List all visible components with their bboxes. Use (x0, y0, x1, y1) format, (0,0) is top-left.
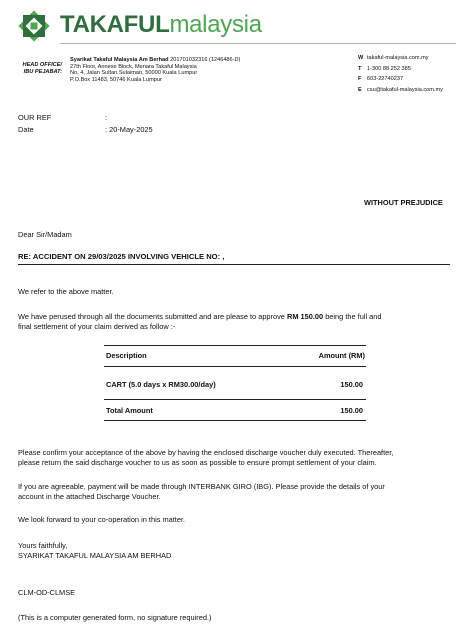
head-office-label: HEAD OFFICE/ IBU PEJABAT: (22, 62, 62, 75)
brand-bold: TAKAFUL (60, 11, 170, 38)
cooperation-paragraph: We look forward to your co-operation in this matter. (18, 515, 186, 524)
contact-fax: F 603-22740237 (358, 76, 404, 83)
payment-paragraph: If you are agreeable, payment will be made through INTERBANK GIRO (IBG). Please provide the details of your account in the attached Discharge Voucher. (18, 482, 385, 501)
date-label: Date (18, 125, 34, 134)
date-value: : 20-May-2025 (105, 125, 153, 134)
salutation: Dear Sir/Madam (18, 230, 72, 239)
contact-block (358, 53, 443, 95)
table-total-amount: 150.00 (340, 406, 363, 415)
table-top-rule (104, 345, 366, 346)
company-address (70, 57, 240, 83)
subject-divider (18, 264, 450, 265)
header-divider (60, 43, 456, 44)
contact-phone: T 1-300 88 252 385 (358, 65, 411, 72)
without-prejudice: WITHOUT PREJUDICE (364, 198, 443, 207)
address-line: 27th Floor, Annexe Block, Menara Takaful Malaysia (70, 63, 197, 70)
approved-amount: RM 150.00 (286, 312, 324, 321)
table-header-description: Description (106, 351, 147, 360)
approval-paragraph: We have perused through all the documents submitted and are please to approve RM 150.00 being the full and final settlement of your claim derived as follow :- (18, 312, 382, 331)
confirmation-paragraph: Please confirm your acceptance of the above by having the enclosed discharge voucher duly executed. Thereafter, please return the said discharge voucher to us as soon as possible to ensure prompt settlement of your claim. (18, 448, 394, 467)
contact-email[interactable]: E csu@takaful-malaysia.com.my (358, 86, 443, 93)
footnote: (This is a computer generated form, no signature required.) (18, 613, 212, 622)
table-total-rule (104, 399, 366, 400)
our-ref-value: : (105, 113, 108, 122)
table-row-amount: 150.00 (340, 380, 363, 389)
closing: Yours faithfully, (18, 541, 68, 550)
table-row-description: CART (5.0 days x RM30.00/day) (106, 380, 216, 389)
table-bottom-rule (104, 420, 366, 421)
brand-light: malaysia (169, 11, 262, 38)
signatory: SYARIKAT TAKAFUL MALAYSIA AM BERHAD (18, 551, 172, 560)
table-total-label: Total Amount (106, 406, 153, 415)
company-name: Syarikat Takaful Malaysia Am Berhad (70, 57, 169, 63)
our-ref-label: OUR REF (18, 113, 52, 122)
table-header-amount: Amount (RM) (318, 351, 365, 360)
takaful-logo-icon (17, 9, 51, 43)
address-line: P.O.Box 11483, 50746 Kuala Lumpur (70, 76, 162, 83)
brand-wordmark (60, 11, 262, 39)
company-reg: 201701032316 (1246486-D) (170, 57, 241, 63)
contact-web[interactable]: W takaful-malaysia.com.my (358, 55, 429, 61)
subject-line: RE: ACCIDENT ON 29/03/2025 INVOLVING VEHICLE NO: , (18, 252, 225, 261)
intro-paragraph: We refer to the above matter. (18, 287, 114, 296)
table-header-rule (104, 366, 366, 367)
document-code: CLM-OD-CLMSE (18, 588, 76, 597)
address-line: No. 4, Jalan Sultan Sulaiman, 50000 Kuala Lumpur (70, 70, 198, 77)
